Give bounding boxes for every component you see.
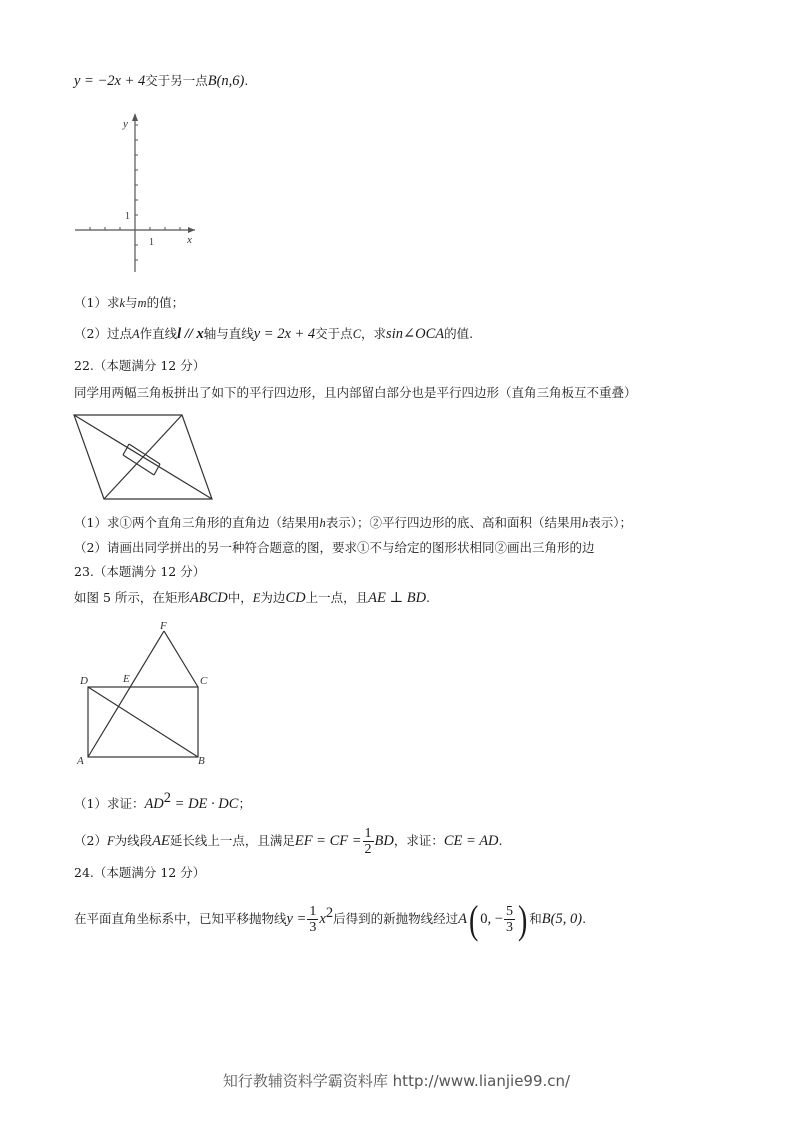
equation: y = −2x + 4 xyxy=(74,73,146,89)
q22-header: 22.（本题满分 12 分） xyxy=(74,358,206,373)
label-F: F xyxy=(160,620,167,632)
fraction-half: $\frac{1}{2}$ xyxy=(364,826,372,857)
q21-part2: （2）过点A作直线l // x轴与直线y = 2x + 4交于点C，求sin∠OCA的值. xyxy=(74,326,474,342)
x-tick-label: 1 xyxy=(149,237,154,248)
q23-header: 23.（本题满分 12 分） xyxy=(74,564,206,579)
fraction-five-thirds: $\frac{5}{3}$ xyxy=(505,904,513,935)
q21-part1: （1）求k与m的值； xyxy=(74,295,185,310)
parallelogram-figure xyxy=(72,412,222,504)
rectangle-figure xyxy=(72,616,222,766)
q23-part1: （1）求证：$AD^2$ = DE · DC； xyxy=(74,790,251,812)
y-tick-label: 1 xyxy=(125,211,130,222)
footer-watermark: 知行教辅资料学霸资料库 http://www.lianjie99.cn/ xyxy=(222,1072,571,1090)
fraction-third: $\frac{1}{3}$ xyxy=(309,904,317,935)
label-E: E xyxy=(123,673,130,685)
q22-intro: 同学用两幅三角板拼出了如下的平行四边形，且内部留白部分也是平行四边形（直角三角板互不重叠） xyxy=(74,385,637,400)
label-B: B xyxy=(198,755,205,766)
coordinate-graph xyxy=(70,110,210,280)
q23-intro: 如图 5 所示，在矩形ABCD中，E为边CD上一点，且AE ⊥ BD. xyxy=(74,590,431,606)
x-axis-label: x xyxy=(187,234,192,246)
q24-line: 在平面直角坐标系中，已知平移抛物线y = $\frac{1}{3}$ $x^2$后得到的新抛物线经过A( 0, − $\frac{5}{3}$ ) 和B(5, 0). xyxy=(74,896,587,942)
label-D: D xyxy=(80,675,88,687)
q22-part2: （2）请画出同学拼出的另一种符合题意的图，要求①不与给定的图形状相同②画出三角形的边 xyxy=(74,540,595,555)
label-A: A xyxy=(77,755,84,766)
y-axis-label: y xyxy=(123,118,128,130)
line-intro: y = −2x + 4交于另一点B(n,6). xyxy=(74,73,249,89)
q23-part2: （2）F为线段AE延长线上一点，且满足EF = CF = $\frac{1}{2}$ BD，求证：CE = AD. xyxy=(74,826,503,857)
label-C: C xyxy=(200,675,208,687)
q22-part1: （1）求①两个直角三角形的直角边（结果用h表示）；②平行四边形的底、高和面积（结果用h表示）； xyxy=(74,515,632,530)
q24-header: 24.（本题满分 12 分） xyxy=(74,865,206,880)
